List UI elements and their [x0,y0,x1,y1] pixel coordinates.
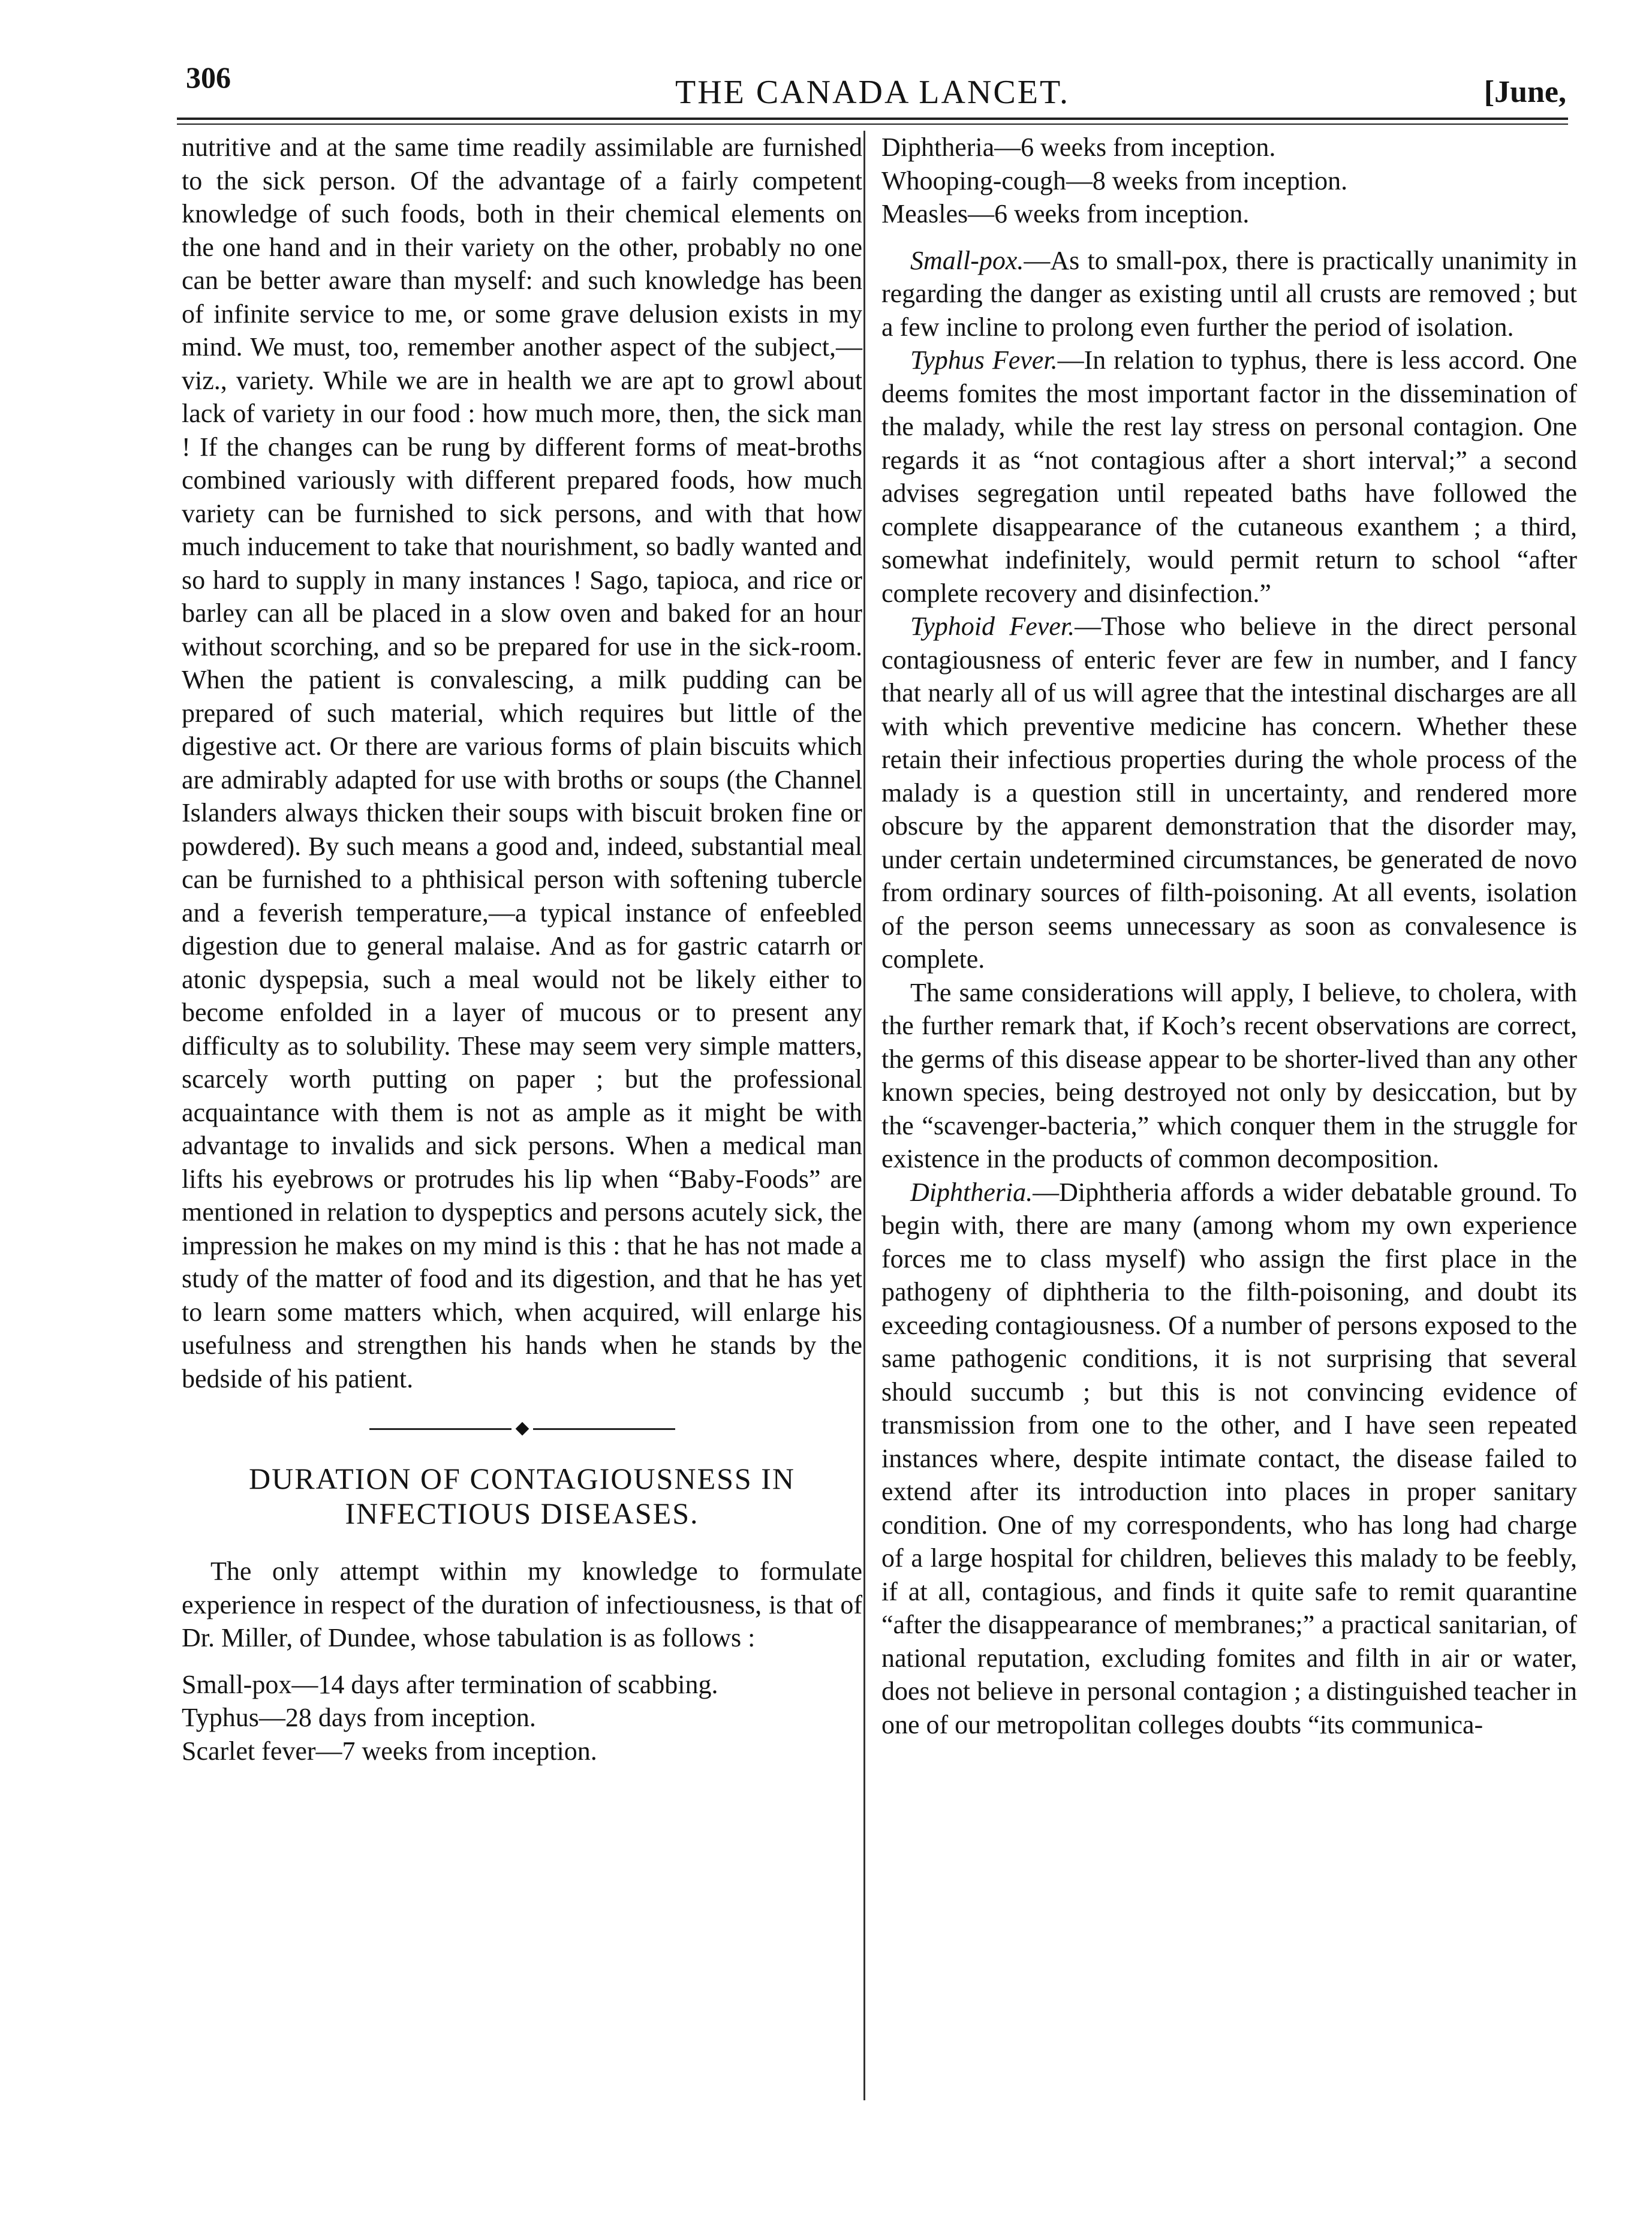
diphtheria-label: Diphtheria. [910,1177,1033,1207]
smallpox-label: Small-pox. [910,245,1024,275]
list-gap [881,231,1577,244]
tabulation-line-diphtheria: Diphtheria—6 weeks from inception. [881,133,1276,162]
header-rule-thick [177,118,1568,120]
typhus-label: Typhus Fever. [910,345,1058,375]
typhoid-paragraph [881,610,1577,976]
tabulation-line-smallpox: Small-pox—14 days after termination of scabbing. [182,1669,718,1699]
typhus-text: —In relation to typhus, there is less accord. One deems fomites the most important factor in the dissemination of the malady, while the rest lay stress on personal contagion. One regards it as “not contagious after a short interval;” a second advises segregation until repeated baths have followed the complete disappearance of the cutaneous exanthem ; a third, somewhat indefinitely, would permit return to school “after complete recovery and disinfection.” [881,345,1578,608]
left-column [182,131,862,1768]
section-ornament [369,1422,675,1436]
section-heading: DURATION OF CONTAGIOUSNESS IN INFECTIOUS DISEASES. [249,1462,795,1530]
column-divider [863,131,865,2100]
header-rule-thin [177,124,1568,125]
right-column [881,131,1577,1741]
section-intro: The only attempt within my knowledge to formulate experience in respect of the duration of infectiousness, is that of Dr. Miller, of Dundee, whose tabulation is as follows : [182,1556,862,1652]
typhoid-label: Typhoid Fever. [910,612,1075,641]
ornament-line-right [533,1428,675,1430]
journal-title: THE CANADA LANCET. [675,74,1070,111]
page-number: 306 [186,61,231,94]
page-header [174,60,1571,114]
ornament-line-left [369,1428,511,1430]
intro-paragraph: nutritive and at the same time readily assimilable are furnished to the sick person. Of the advantage of a fairly competent knowledge of such foods, both in their chemical elements on the one hand and in their variety on the other, probably no one can be better aware than myself: and such knowledge has been of infinite service to me, or some grave delusion exists in my mind. We must, too, remember another aspect of the subject,—viz., variety. While we are in health we are apt to growl about lack of variety in our food : how much more, then, the sick man ! If the changes can be rung by different forms of meat-broths combined variously with different prepared foods, how much variety can be furnished to sick persons, and with that how much inducement to take that nourishment, so badly wanted and so hard to supply in many instances ! Sago, tapioca, and rice or barley can all be placed in a slow oven and baked for an hour without scorching, and so be prepared for use in the sick-room. When the patient is convalescing, a milk pudding can be prepared of such material, which requires but little of the digestive act. Or there are various forms of plain biscuits which are admirably adapted for use with broths or soups (the Channel Islanders always thicken their soups with biscuit broken fine or powdered). By such means a good and, indeed, substantial meal can be furnished to a phthisical person with softening tubercle and a feverish temperature,—a typical instance of enfeebled digestion due to general malaise. And as for gastric catarrh or atonic dyspepsia, such a meal would not be likely either to become enfolded in a layer of mucous or to present any difficulty as to solubility. These may seem very simple matters, scarcely worth putting on paper ; but the professional acquaintance with them is not as ample as it might be with advantage to invalids and sick persons. When a medical man lifts his eyebrows or protrudes his lip when “Baby-Foods” are mentioned in relation to dyspeptics and persons acutely sick, the impression he makes on my mind is this : that he has not made a study of the matter of food and its digestion, and that he has yet to learn some matters which, when acquired, will enlarge his usefulness and strengthen his hands when he stands by the bedside of his patient. [182,133,862,1393]
tabulation-line-whooping-cough: Whooping-cough—8 weeks from inception. [881,165,1348,195]
list-gap [182,1655,862,1668]
smallpox-paragraph [881,244,1577,344]
tabulation-line-scarlet-fever: Scarlet fever—7 weeks from inception. [182,1736,597,1766]
smallpox-text: —As to small-pox, there is practically unanimity in regarding the danger as existing until all crusts are removed ; but a few incline to prolong even further the period of isolation. [881,245,1577,342]
cholera-paragraph: The same considerations will apply, I believe, to cholera, with the further remark that, if Koch’s recent observations are correct, the germs of this disease appear to be shorter-lived than any other known species, being destroyed not only by desiccation, but by the “scavenger-bacteria,” which conquer them in the struggle for existence in the products of common decomposition. [881,977,1577,1173]
typhoid-text: —Those who believe in the direct personal contagiousness of enteric fever are few in number, and I fancy that nearly all of us will agree that the intestinal discharges are all with which preventive medicine has concern. Whether these retain their infectious properties during the whole process of the malady is a question still in uncertainty, and rendered more obscure by the apparent demonstration that the disorder may, under certain undetermined circumstances, be generated de novo from ordinary sources of filth-poisoning. At all events, isolation of the person seems unnecessary as soon as convalesence is complete. [881,612,1578,974]
tabulation-line-measles: Measles—6 weeks from inception. [881,199,1250,228]
diphtheria-paragraph [881,1176,1577,1742]
tabulation-line-typhus: Typhus—28 days from inception. [182,1703,536,1732]
diphtheria-text: —Diphtheria affords a wider debatable ground. To begin with, there are many (among whom my own experience forces me to class myself) who assign the first place in the pathogeny of diphtheria to the filth-poisoning, and doubt its exceeding contagiousness. Of a number of persons exposed to the same pathogenic conditions, it is not surprising that several should succumb ; but this is not convincing evidence of transmission from one to the other, and I have seen repeated instances where, despite intimate contact, the disease failed to extend after its introduction into places in proper sanitary condition. One of my correspondents, who has long had charge of a large hospital for children, believes this malady to be feebly, if at all, contagious, and finds it quite safe to remit quarantine “after the disappearance of membranes;” a practical sanitarian, of national reputation, excluding fomites and filth in air or water, does not believe in personal contagion ; a distinguished teacher in one of our metropolitan colleges doubts “its communica- [881,1177,1577,1739]
typhus-paragraph [881,344,1577,610]
ornament-diamond [515,1422,529,1436]
issue-month: [June, [1484,75,1566,109]
